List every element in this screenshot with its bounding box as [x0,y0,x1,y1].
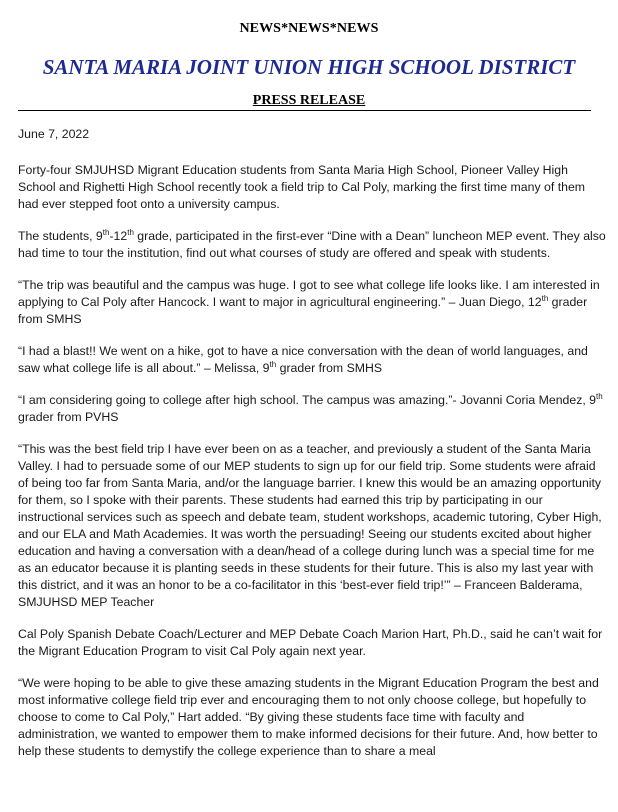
quote-text: “I am considering going to college after high school. The campus was amazing.”- Jovanni Coria Mendez, 9 [18,393,597,407]
press-release-heading: PRESS RELEASE [252,93,366,108]
news-tag: NEWS*NEWS*NEWS [239,21,379,36]
quote-juan-diego [18,277,606,328]
paragraph-text: The students, 9 [18,229,103,243]
district-title: SANTA MARIA JOINT UNION HIGH SCHOOL DISTRICT [42,55,576,79]
quote-attribution: grader from PVHS [18,410,119,424]
article-body [18,126,606,775]
paragraph-text: grade, participated in the first-ever “Dine with a Dean” luncheon MEP event. They also had time to tour the institution, find out what courses of study are offered and speak with students. [18,229,606,260]
paragraph-intro: Forty-four SMJUHSD Migrant Education students from Santa Maria High School, Pioneer Valley High School and Righetti High School recently took a field trip to Cal Poly, marking the first time many of them had ever stepped foot onto a university campus. [18,163,586,211]
quote-text: “The trip was beautiful and the campus was huge. I got to see what college life looks like. I am interested in applying to Cal Poly after Hancock. I want to major in agricultural engineering.” – Juan Diego, 12 [18,278,600,309]
release-date: June 7, 2022 [18,127,90,141]
quote-teacher: “This was the best field trip I have ever been on as a teacher, and previously a student of the Santa Maria Valley. I had to persuade some of our MEP students to sign up for our field trip. Some students were afraid of being too far from Santa Maria, and/or the language barrier. I knew this would be an amazing opportunity for them, so I spoke with their parents. These students had earned this trip by participating in our instructional services such as speech and debate team, student workshops, academic tutoring, Cyber High, and our ELA and Math Academies. It was worth the persuading! Seeing our students excited about higher education and having a conversation with a dean/head of a college during lunch was a special time for me as an educator because it is planting seeds in these students for their future. This is also my last year with this district, and it was an honor to be a co-facilitator in this ‘best-ever field trip!’” – Franceen Balderama, SMJUHSD MEP Teacher [18,442,602,609]
superscript: th [596,391,603,401]
paragraph-coach: Cal Poly Spanish Debate Coach/Lecturer and MEP Debate Coach Marion Hart, Ph.D., said he can’t wait for the Migrant Education Program to visit Cal Poly again next year. [18,627,603,658]
quote-coach: “We were hoping to be able to give these amazing students in the Migrant Education Program the best and most informative college field trip ever and encouraging them to not only choose college, but hopefully to choose to come to Cal Poly,” Hart added. “By giving these students face time with faculty and administration, we wanted to empower them to make informed decisions for their future. And, how better to help these students to demystify the college experience than to share a meal [18,676,599,758]
superscript: th [127,227,134,237]
superscript: th [269,359,277,369]
quote-attribution: grader from SMHS [276,361,383,375]
paragraph-text: -12 [109,229,128,243]
quote-text: “I had a blast!! We went on a hike, got to have a nice conversation with the dean of world languages, and saw what college life is all about.” – Melissa, 9 [18,344,588,375]
header-rule [18,110,591,111]
paragraph-students [18,228,606,262]
quote-attribution: grader from SMHS [18,295,588,326]
superscript: th [102,227,110,237]
quote-melissa [18,343,606,377]
superscript: th [541,293,549,303]
quote-jovanni [18,392,606,426]
